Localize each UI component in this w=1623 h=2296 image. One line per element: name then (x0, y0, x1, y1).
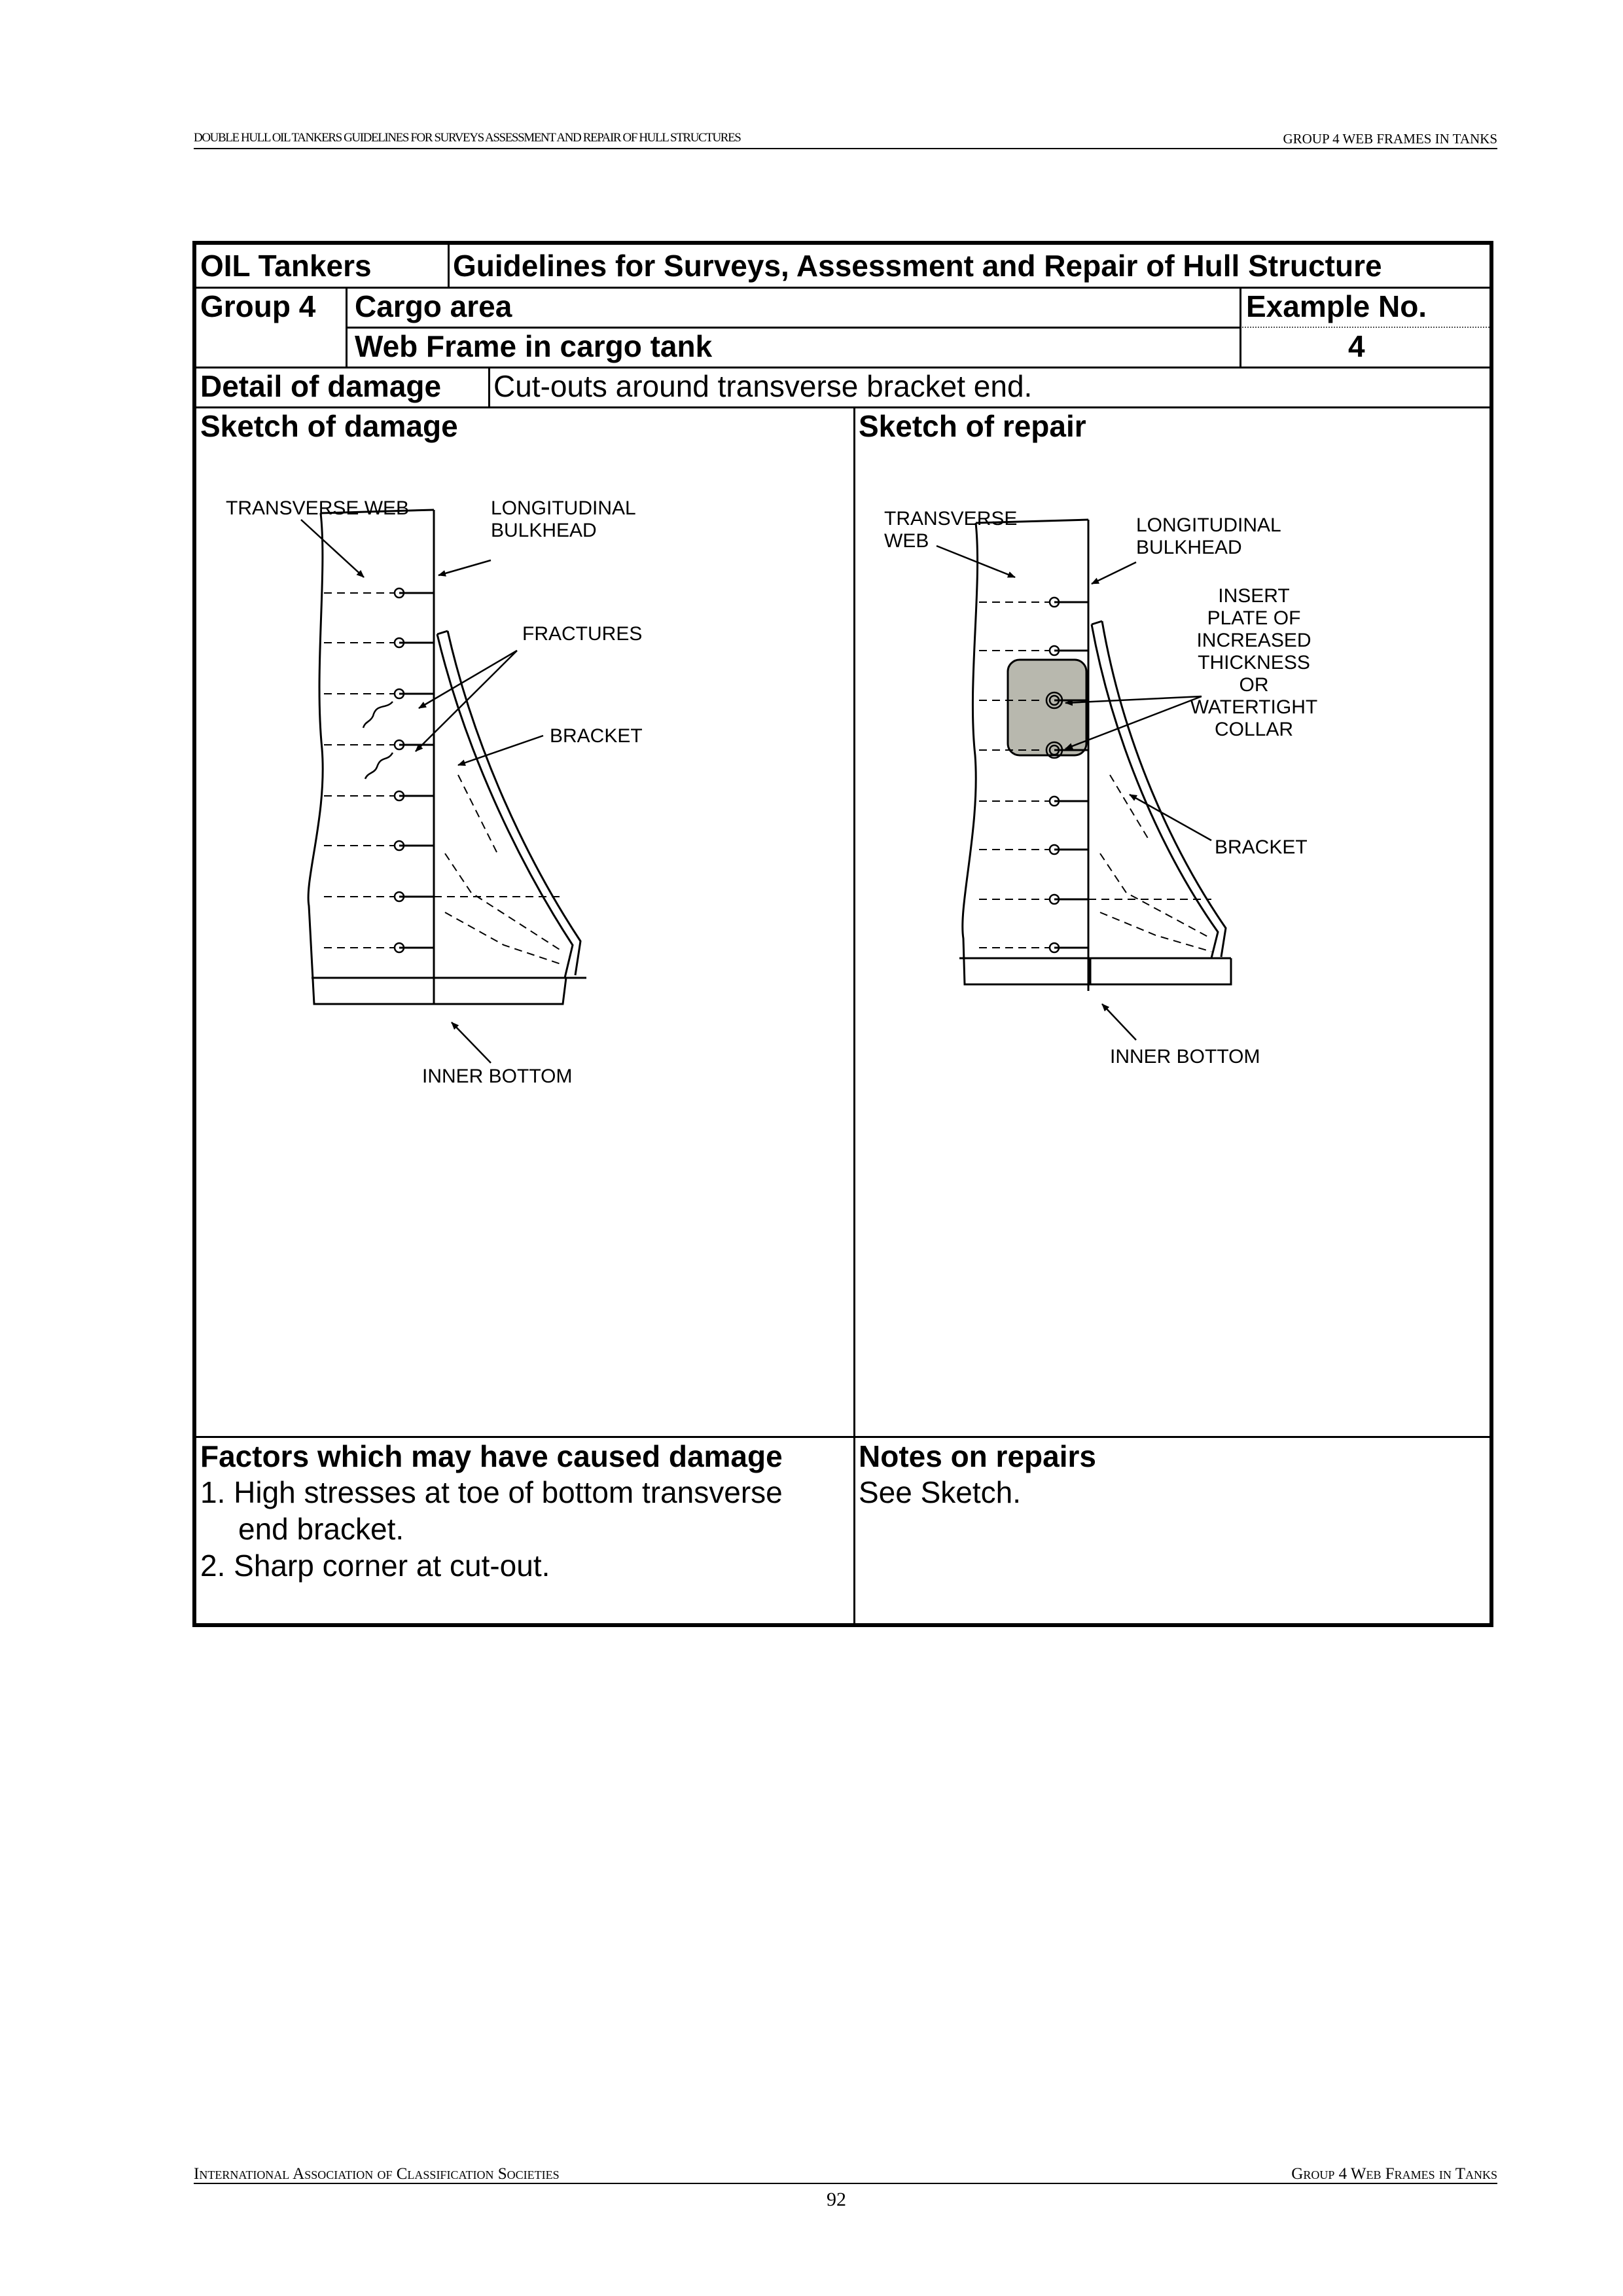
insert-plate (1008, 660, 1086, 755)
repair-label-bracket: BRACKET (1215, 836, 1308, 858)
detail-label: Detail of damage (200, 369, 442, 403)
factor-item-1-cont: end bracket. (238, 1512, 404, 1546)
location-label: Web Frame in cargo tank (355, 329, 713, 363)
col-rule-ship-type (448, 245, 450, 287)
label-fractures: FRACTURES (522, 623, 643, 645)
repair-label-transverse: TRANSVERSE (884, 508, 1018, 529)
row-rule-5 (196, 1436, 1489, 1438)
label-bulkhead: BULKHEAD (491, 520, 597, 541)
factor-item-2: 2. Sharp corner at cut-out. (200, 1549, 550, 1583)
area-label: Cargo area (355, 289, 512, 323)
running-header-left: DOUBLE HULL OIL TANKERS GUIDELINES FOR SURVEYS ASSESSMENT AND REPAIR OF HULL STRUCTURES (194, 131, 741, 145)
svg-text:THICKNESS: THICKNESS (1198, 652, 1310, 673)
page-number: 92 (827, 2189, 846, 2210)
label-bracket: BRACKET (550, 725, 643, 747)
sketch-damage-label: Sketch of damage (200, 409, 458, 443)
row-rule-3 (196, 367, 1489, 368)
col-rule-example (1240, 287, 1241, 367)
row-rule-2 (346, 327, 1240, 329)
header-rule (194, 148, 1497, 149)
svg-text:COLLAR: COLLAR (1214, 719, 1294, 740)
repair-label-inner-bottom: INNER BOTTOM (1110, 1046, 1260, 1067)
repair-label-bulkhead: BULKHEAD (1136, 537, 1242, 558)
svg-text:PLATE OF: PLATE OF (1207, 607, 1301, 629)
guideline-title: Guidelines for Surveys, Assessment and Repair of Hull Structure (453, 249, 1382, 283)
sketch-repair-label: Sketch of repair (859, 409, 1086, 443)
group-label: Group 4 (200, 289, 316, 323)
label-inner-bottom: INNER BOTTOM (422, 1066, 573, 1087)
detail-value: Cut-outs around transverse bracket end. (493, 369, 1033, 403)
example-number: 4 (1348, 329, 1365, 363)
repair-label-web: WEB (884, 530, 929, 552)
ship-type: OIL Tankers (200, 249, 372, 283)
repair-sketch (855, 408, 1489, 1433)
row-rule-1 (196, 287, 1489, 289)
factors-label: Factors which may have caused damage (200, 1439, 783, 1473)
col-rule-detail (488, 367, 490, 406)
running-header-right: GROUP 4 WEB FRAMES IN TANKS (1283, 131, 1497, 147)
svg-text:INCREASED: INCREASED (1196, 630, 1311, 651)
svg-text:OR: OR (1239, 674, 1269, 696)
repair-label-longitudinal: LONGITUDINAL (1136, 514, 1281, 536)
example-label: Example No. (1246, 289, 1427, 323)
notes-value: See Sketch. (859, 1475, 1022, 1509)
insert-plate-callout (1190, 585, 1317, 740)
svg-text:WATERTIGHT: WATERTIGHT (1190, 696, 1318, 718)
footer-right: Group 4 Web Frames in Tanks (1291, 2165, 1497, 2183)
svg-text:INSERT: INSERT (1218, 585, 1290, 607)
damage-example-table (192, 241, 1493, 1627)
notes-label: Notes on repairs (859, 1439, 1096, 1473)
label-longitudinal: LONGITUDINAL (491, 497, 636, 519)
label-transverse-web: TRANSVERSE WEB (226, 497, 410, 519)
footer-left: International Association of Classification Societies (194, 2165, 560, 2183)
damage-sketch (196, 408, 851, 1433)
example-dotted-rule (1240, 327, 1489, 328)
col-rule-group (346, 287, 348, 367)
factor-item-1: 1. High stresses at toe of bottom transverse (200, 1475, 783, 1509)
